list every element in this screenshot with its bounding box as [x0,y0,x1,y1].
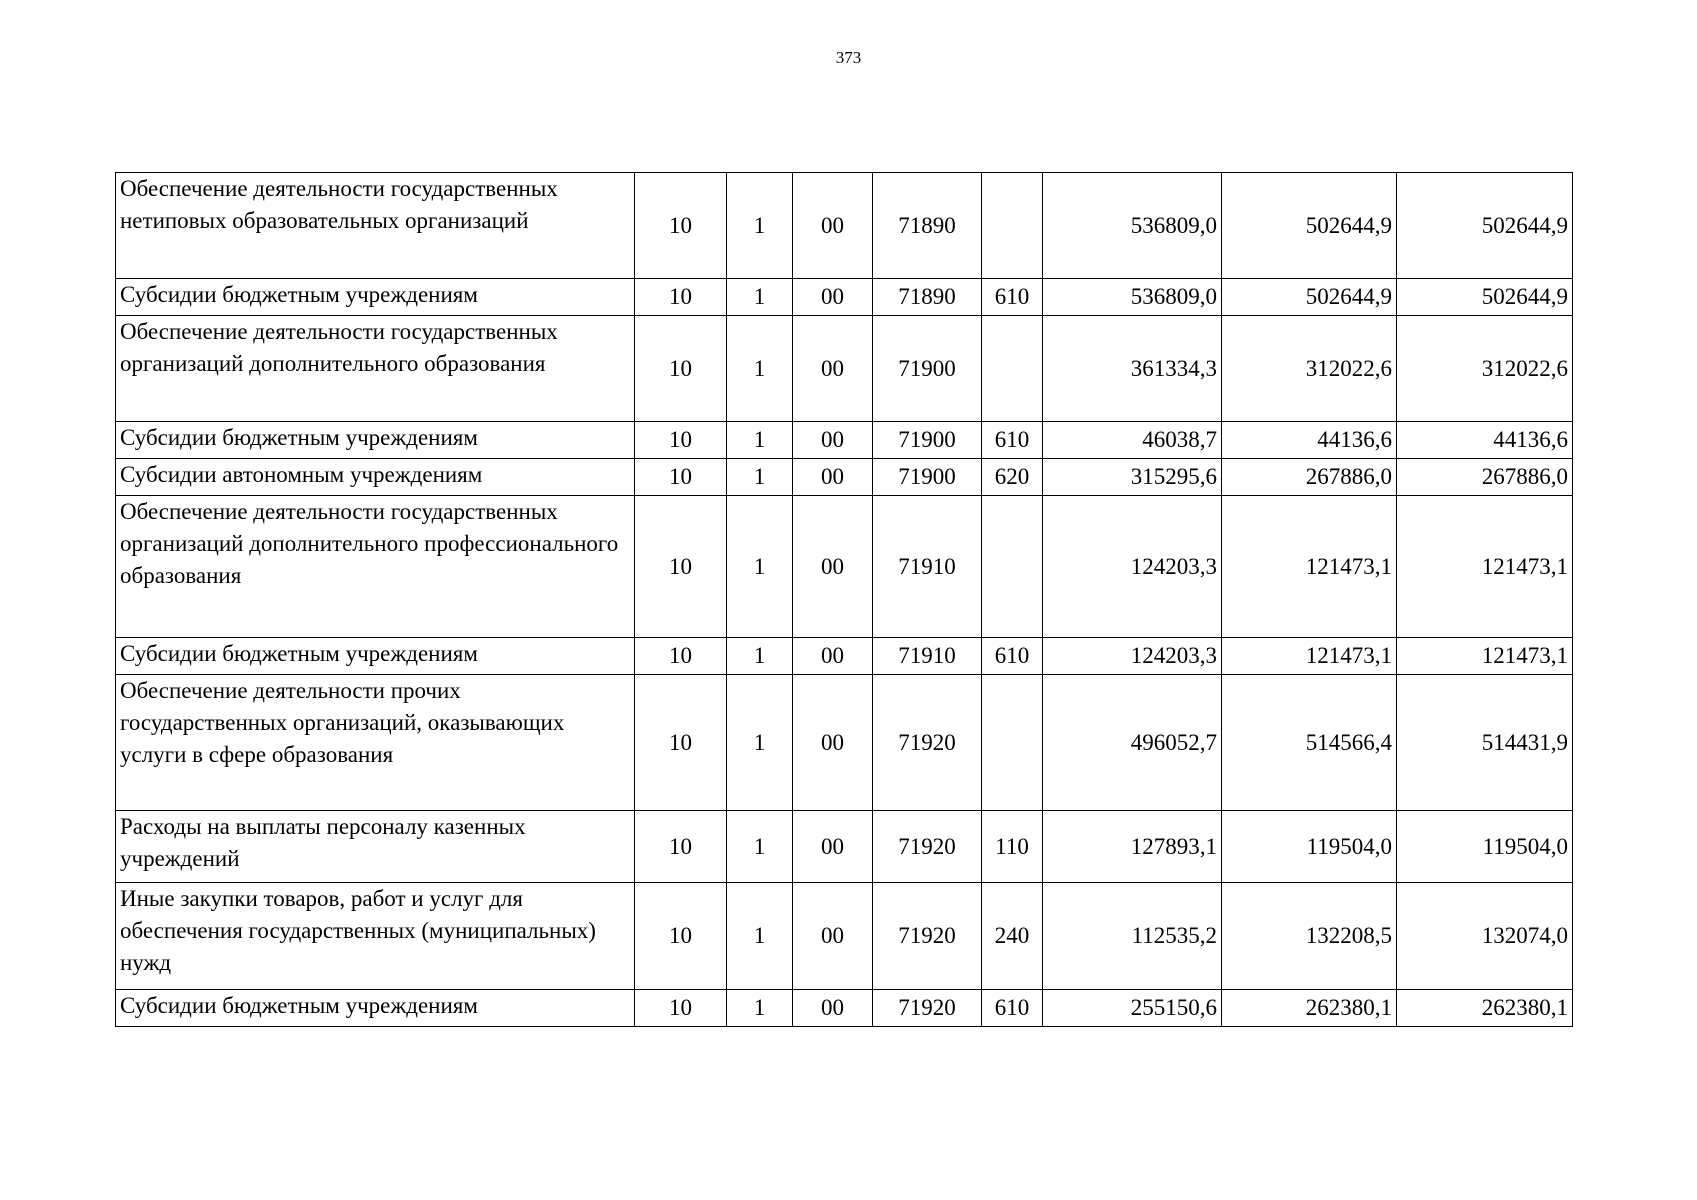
section-code: 10 [635,638,727,675]
table-row [116,811,1573,883]
target-article-code: 71900 [873,459,982,496]
table-row [116,990,1573,1027]
expense-type-code: 240 [982,883,1043,990]
target-article-code: 71910 [873,638,982,675]
amount-year-3: 121473,1 [1397,638,1573,675]
row-name: Обеспечение деятельности прочих государственных организаций, оказывающих услуги в сфере образования [116,675,635,811]
row-name: Субсидии бюджетным учреждениям [116,279,635,316]
target-article-code: 71890 [873,279,982,316]
program-code: 1 [727,496,793,638]
amount-year-1: 496052,7 [1043,675,1222,811]
expense-type-code [982,316,1043,422]
amount-year-3: 312022,6 [1397,316,1573,422]
subprogram-code: 00 [793,279,873,316]
amount-year-1: 536809,0 [1043,279,1222,316]
row-name: Субсидии бюджетным учреждениям [116,638,635,675]
section-code: 10 [635,990,727,1027]
section-code: 10 [635,422,727,459]
amount-year-1: 124203,3 [1043,638,1222,675]
expense-type-code: 610 [982,990,1043,1027]
program-code: 1 [727,638,793,675]
amount-year-3: 121473,1 [1397,496,1573,638]
amount-year-2: 121473,1 [1222,638,1397,675]
amount-year-2: 119504,0 [1222,811,1397,883]
amount-year-2: 44136,6 [1222,422,1397,459]
amount-year-3: 262380,1 [1397,990,1573,1027]
expense-type-code: 610 [982,638,1043,675]
target-article-code: 71920 [873,675,982,811]
expense-type-code [982,173,1043,279]
amount-year-2: 502644,9 [1222,173,1397,279]
subprogram-code: 00 [793,173,873,279]
expense-type-code [982,675,1043,811]
row-name: Обеспечение деятельности государственных организаций дополнительного образования [116,316,635,422]
program-code: 1 [727,422,793,459]
subprogram-code: 00 [793,990,873,1027]
page-number: 373 [835,48,862,67]
amount-year-2: 514566,4 [1222,675,1397,811]
amount-year-1: 255150,6 [1043,990,1222,1027]
amount-year-1: 361334,3 [1043,316,1222,422]
target-article-code: 71920 [873,883,982,990]
subprogram-code: 00 [793,675,873,811]
amount-year-2: 267886,0 [1222,459,1397,496]
target-article-code: 71900 [873,316,982,422]
amount-year-2: 262380,1 [1222,990,1397,1027]
section-code: 10 [635,279,727,316]
program-code: 1 [727,990,793,1027]
table-row [116,496,1573,638]
amount-year-3: 502644,9 [1397,279,1573,316]
expense-type-code: 110 [982,811,1043,883]
amount-year-1: 536809,0 [1043,173,1222,279]
section-code: 10 [635,173,727,279]
amount-year-3: 502644,9 [1397,173,1573,279]
amount-year-2: 132208,5 [1222,883,1397,990]
row-name: Субсидии автономным учреждениям [116,459,635,496]
target-article-code: 71910 [873,496,982,638]
subprogram-code: 00 [793,459,873,496]
row-name: Субсидии бюджетным учреждениям [116,422,635,459]
program-code: 1 [727,811,793,883]
section-code: 10 [635,883,727,990]
subprogram-code: 00 [793,883,873,990]
budget-table [115,172,1573,1027]
amount-year-3: 44136,6 [1397,422,1573,459]
table-row [116,459,1573,496]
table-row [116,883,1573,990]
amount-year-1: 124203,3 [1043,496,1222,638]
amount-year-3: 132074,0 [1397,883,1573,990]
amount-year-2: 121473,1 [1222,496,1397,638]
program-code: 1 [727,316,793,422]
subprogram-code: 00 [793,496,873,638]
amount-year-3: 267886,0 [1397,459,1573,496]
table-row [116,173,1573,279]
row-name: Обеспечение деятельности государственных организаций дополнительного профессионального образования [116,496,635,638]
amount-year-3: 119504,0 [1397,811,1573,883]
subprogram-code: 00 [793,811,873,883]
row-name: Обеспечение деятельности государственных нетиповых образовательных организаций [116,173,635,279]
target-article-code: 71920 [873,990,982,1027]
section-code: 10 [635,496,727,638]
amount-year-2: 312022,6 [1222,316,1397,422]
table-row [116,279,1573,316]
section-code: 10 [635,316,727,422]
program-code: 1 [727,279,793,316]
table-row [116,675,1573,811]
target-article-code: 71920 [873,811,982,883]
target-article-code: 71900 [873,422,982,459]
expense-type-code [982,496,1043,638]
amount-year-1: 46038,7 [1043,422,1222,459]
expense-type-code: 610 [982,422,1043,459]
table-row [116,422,1573,459]
subprogram-code: 00 [793,422,873,459]
amount-year-1: 112535,2 [1043,883,1222,990]
table-row [116,638,1573,675]
expense-type-code: 610 [982,279,1043,316]
program-code: 1 [727,459,793,496]
program-code: 1 [727,173,793,279]
section-code: 10 [635,811,727,883]
table-row [116,316,1573,422]
expense-type-code: 620 [982,459,1043,496]
target-article-code: 71890 [873,173,982,279]
row-name: Субсидии бюджетным учреждениям [116,990,635,1027]
amount-year-1: 127893,1 [1043,811,1222,883]
row-name: Расходы на выплаты персоналу казенных учреждений [116,811,635,883]
row-name: Иные закупки товаров, работ и услуг для обеспечения государственных (муниципальных) нужд [116,883,635,990]
section-code: 10 [635,675,727,811]
amount-year-3: 514431,9 [1397,675,1573,811]
amount-year-2: 502644,9 [1222,279,1397,316]
program-code: 1 [727,883,793,990]
program-code: 1 [727,675,793,811]
section-code: 10 [635,459,727,496]
subprogram-code: 00 [793,316,873,422]
amount-year-1: 315295,6 [1043,459,1222,496]
subprogram-code: 00 [793,638,873,675]
